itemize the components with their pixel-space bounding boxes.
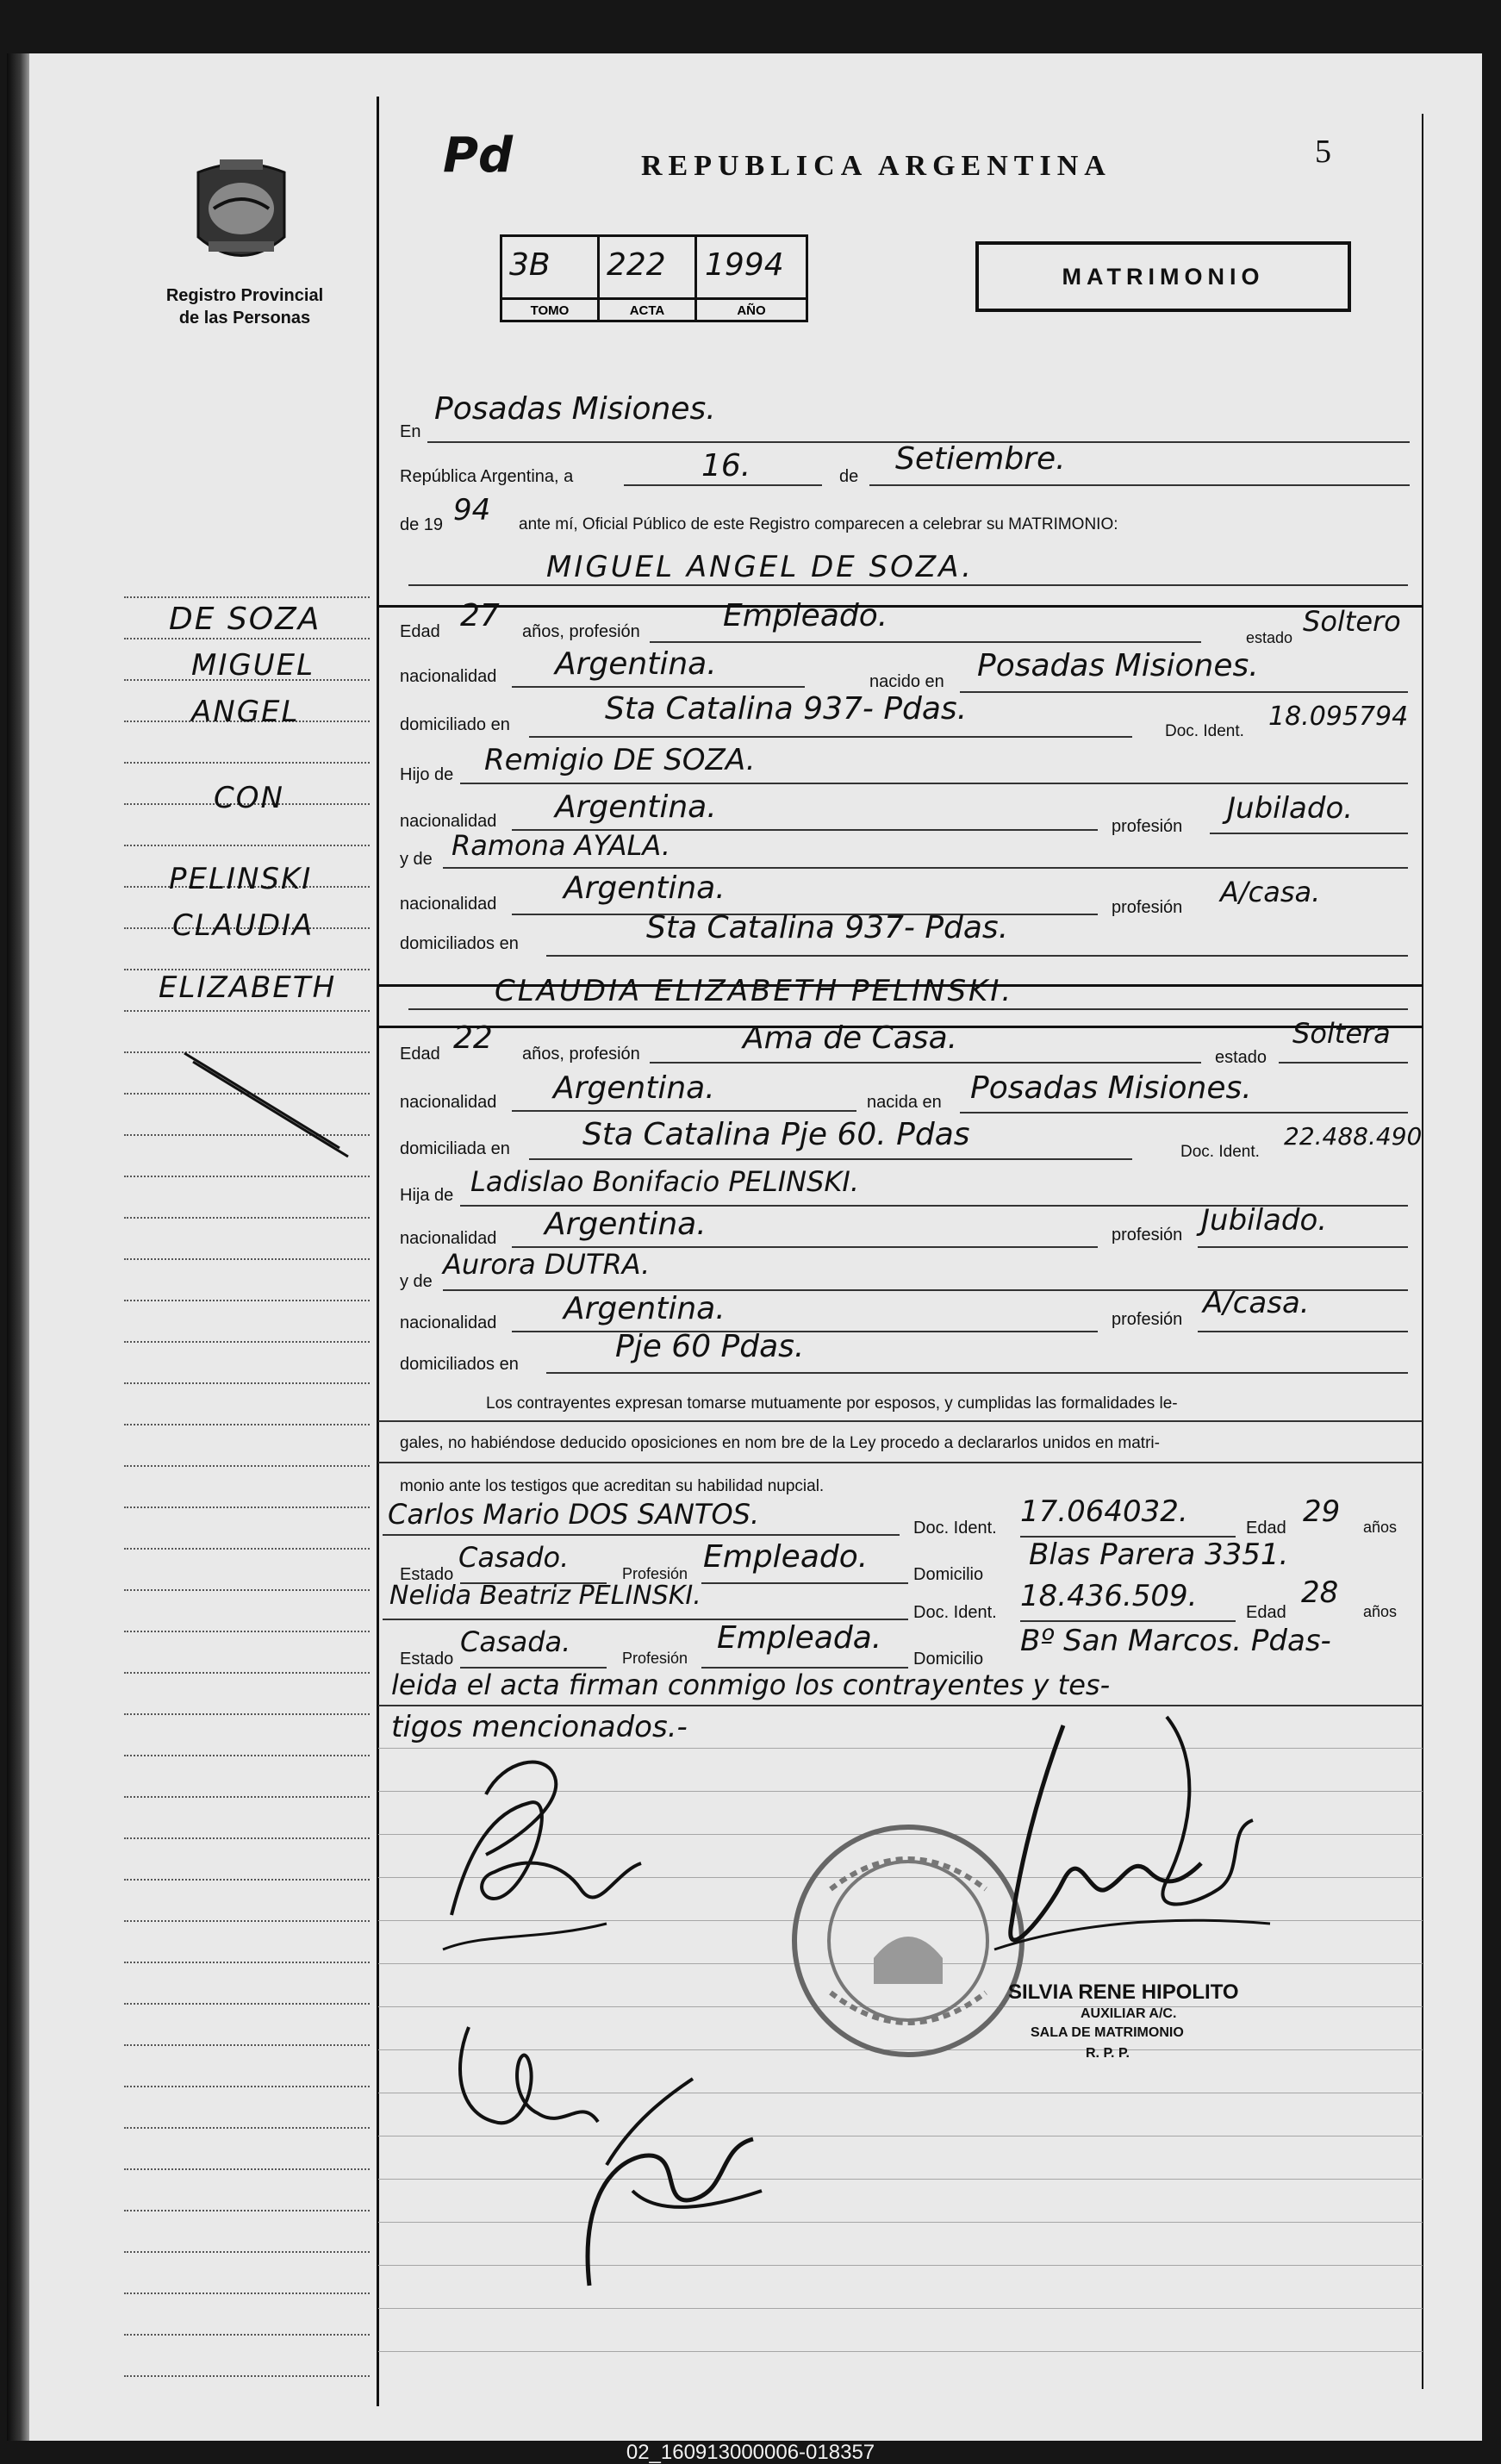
tomo-label: TOMO [502,297,600,322]
groom-estado-value: Soltero [1303,605,1401,638]
groom-doc-value: 18.095794 [1268,702,1409,732]
groom-estado-label: estado [1246,629,1293,646]
margin-dotted-line [124,1300,370,1303]
margin-divider [377,97,379,2406]
bride-estado-label: estado [1215,1048,1267,1067]
registry-name-line1: Registro Provincial [165,286,324,305]
matrimonio-title-box: MATRIMONIO [975,241,1351,312]
margin-dotted-line [124,2251,370,2255]
closing-line2: tigos mencionados.- [391,1710,688,1744]
bride-nacionalidad-value: Argentina. [553,1070,715,1106]
closing-line1: leida el acta firman conmigo los contrayentes y tes- [391,1669,1111,1701]
margin-dotted-line [124,2375,370,2379]
margin-groom-given1: MIGUEL [191,648,315,683]
ano-label: AÑO [697,297,806,322]
witness2-estado-value: Casada. [460,1625,571,1658]
margin-dotted-line [124,1589,370,1593]
right-border [1422,114,1423,2389]
margin-dotted-line [124,2086,370,2089]
bride-nacida-label: nacida en [867,1093,942,1112]
ruled-line [378,2308,1423,2309]
coat-of-arms-icon [190,155,293,274]
margin-dotted-line [124,2292,370,2296]
officer-stamp-office: SALA DE MATRIMONIO [1031,2025,1184,2040]
officer-stamp-role: AUXILIAR A/C. [1081,2006,1177,2021]
witness2-domicilio-value: Bº San Marcos. Pdas- [1020,1624,1331,1658]
ante-text: ante mí, Oficial Público de este Registro comparecen a celebrar su MATRIMONIO: [519,515,1118,533]
de19-label: de 19 [400,515,444,534]
bride-madre-value: Aurora DUTRA. [443,1248,651,1281]
margin-dotted-line [124,845,370,848]
groom-padre-value: Remigio DE SOZA. [484,743,756,777]
groom-nacionalidad-label: nacionalidad [400,667,497,686]
declaration-line3: monio ante los testigos que acreditan su habilidad nupcial. [400,1477,825,1495]
month-value: Setiembre. [895,441,1066,477]
bride-nacida-value: Posadas Misiones. [970,1070,1252,1106]
margin-dotted-line [124,2127,370,2130]
witness2-edad-value: 28 [1301,1575,1339,1610]
bride-edad-label: Edad [400,1045,440,1064]
day-value: 16. [701,448,751,483]
margin-bride-given1: CLAUDIA [172,908,315,943]
margin-dotted-line [124,1879,370,1882]
margin-dotted-line [124,1837,370,1841]
groom-madre-nacionalidad-label: nacionalidad [400,895,497,914]
groom-doc-label: Doc. Ident. [1165,722,1244,740]
margin-groom-surname: DE SOZA [169,602,321,637]
bride-padre-nacionalidad-label: nacionalidad [400,1229,497,1248]
groom-y-de-label: y de [400,850,433,869]
book-binding [7,53,29,2441]
bride-madre-nacionalidad-value: Argentina. [564,1291,726,1326]
witness2-estado-label: Estado [400,1650,454,1669]
register-page [29,53,1482,2441]
officer-stamp-registry: R. P. P. [1086,2046,1130,2061]
bride-padre-profesion-label: profesión [1112,1226,1183,1244]
country-title: REPUBLICA ARGENTINA [641,150,1112,182]
tomo-value: 3B [509,247,551,283]
bride-doc-label: Doc. Ident. [1180,1143,1260,1161]
margin-dotted-line [124,1010,370,1014]
witness2-profesion-value: Empleada. [717,1620,882,1656]
en-label: En [400,422,421,441]
groom-madre-profesion-value: A/casa. [1220,876,1321,908]
margin-strikethrough [159,1045,374,1174]
bride-domiciliada-label: domiciliada en [400,1139,510,1158]
groom-nacionalidad-value: Argentina. [555,646,717,682]
margin-dotted-line [124,1382,370,1386]
groom-edad-value: 27 [460,598,500,633]
margin-con: CON [214,781,284,815]
margin-dotted-line [124,1755,370,1758]
de-label: de [839,467,859,486]
groom-padre-profesion-label: profesión [1112,817,1183,836]
year-value: 94 [453,493,491,527]
margin-bride-given2: ELIZABETH [159,970,337,1005]
groom-full-name: MIGUEL ANGEL DE SOZA. [546,550,974,584]
bride-domicilio-value: Sta Catalina Pje 60. Pdas [582,1117,970,1152]
groom-madre-nacionalidad-value: Argentina. [564,870,726,906]
bride-full-name: CLAUDIA ELIZABETH PELINSKI. [495,974,1014,1008]
margin-bride-surname: PELINSKI [169,862,313,896]
ruled-line [378,2351,1423,2352]
witness1-domicilio-label: Domicilio [913,1565,984,1584]
groom-madre-profesion-label: profesión [1112,898,1183,917]
groom-nacido-label: nacido en [869,672,944,691]
witness1-doc-label: Doc. Ident. [913,1519,997,1538]
witness1-estado-value: Casado. [458,1541,570,1574]
groom-padres-domicilio-value: Sta Catalina 937- Pdas. [646,910,1009,945]
groom-anos-profesion-label: años, profesión [522,622,640,641]
margin-dotted-line [124,1796,370,1800]
margin-dotted-line [124,2003,370,2006]
signature-officer [943,1708,1287,1984]
bride-estado-value: Soltera [1292,1017,1391,1050]
witness1-domicilio-value: Blas Parera 3351. [1029,1538,1289,1572]
margin-dotted-line [124,596,370,600]
archive-reference: 02_160913000006-018357 [626,2441,875,2464]
bride-padre-value: Ladislao Bonifacio PELINSKI. [470,1165,859,1198]
bride-padre-nacionalidad-value: Argentina. [545,1207,707,1242]
groom-profesion-value: Empleado. [723,598,888,633]
witness1-name: Carlos Mario DOS SANTOS. [388,1498,760,1531]
groom-domiciliado-label: domiciliado en [400,715,510,734]
margin-dotted-line [124,1631,370,1634]
margin-dotted-line [124,2334,370,2337]
groom-domicilio-value: Sta Catalina 937- Pdas. [605,691,968,727]
margin-dotted-line [124,762,370,765]
bride-domiciliados-label: domiciliados en [400,1355,519,1374]
margin-dotted-line [124,2044,370,2048]
bride-y-de-label: y de [400,1272,433,1291]
bride-doc-value: 22.488.490 [1284,1122,1423,1151]
acta-value: 222 [607,247,666,283]
declaration-line1: Los contrayentes expresan tomarse mutuamente por esposos, y cumplidas las formalidades le- [486,1394,1178,1413]
margin-dotted-line [124,1217,370,1220]
bride-nacionalidad-label: nacionalidad [400,1093,497,1112]
margin-dotted-line [124,1962,370,1965]
acta-label: ACTA [600,297,697,322]
margin-dotted-line [124,1548,370,1551]
witness1-edad-label: Edad [1246,1519,1286,1538]
page-number: 5 [1315,134,1331,170]
bride-madre-nacionalidad-label: nacionalidad [400,1313,497,1332]
witness2-anos-label: años [1363,1603,1398,1620]
margin-groom-given2: ANGEL [191,695,300,729]
signature-witnesses [434,1993,796,2303]
margin-dotted-line [124,2210,370,2213]
margin-dotted-line [124,1672,370,1675]
bride-edad-value: 22 [453,1020,493,1056]
margin-dotted-line [124,1506,370,1510]
bride-madre-profesion-value: A/casa. [1203,1286,1310,1320]
ano-value: 1994 [705,247,784,283]
groom-padre-nacionalidad-value: Argentina. [555,789,717,825]
witness1-estado-label: Estado [400,1565,454,1584]
margin-dotted-line [124,2168,370,2172]
bride-padres-domicilio-value: Pje 60 Pdas. [615,1329,805,1364]
groom-padre-profesion-value: Jubilado. [1227,791,1354,826]
place-value: Posadas Misiones. [434,391,716,427]
officer-stamp-name: SILVIA RENE HIPOLITO [1008,1981,1239,2004]
witness1-edad-value: 29 [1303,1494,1341,1529]
witness2-domicilio-label: Domicilio [913,1650,984,1669]
margin-dotted-line [124,1465,370,1469]
witness1-profesion-value: Empleado. [703,1539,869,1575]
groom-padre-nacionalidad-label: nacionalidad [400,812,497,831]
groom-edad-label: Edad [400,622,440,641]
signature-groom [434,1743,676,1984]
margin-dotted-line [124,1176,370,1179]
registry-name-line2: de las Personas [178,309,311,327]
bride-profesion-value: Ama de Casa. [743,1020,958,1056]
groom-madre-value: Ramona AYALA. [452,829,670,862]
witness2-edad-label: Edad [1246,1603,1286,1622]
bride-padre-profesion-value: Jubilado. [1201,1203,1328,1238]
bride-hija-label: Hija de [400,1186,454,1205]
witness1-anos-label: años [1363,1519,1398,1536]
witness1-profesion-label: Profesión [622,1565,688,1582]
margin-dotted-line [124,1258,370,1262]
margin-dotted-line [124,638,370,641]
margin-dotted-line [124,1713,370,1717]
bride-madre-profesion-label: profesión [1112,1310,1183,1329]
margin-dotted-line [124,1424,370,1427]
initials-mark: Pd [443,128,514,184]
republica-label: República Argentina, a [400,467,574,486]
witness1-doc-value: 17.064032. [1020,1494,1188,1529]
groom-nacido-value: Posadas Misiones. [977,648,1259,683]
groom-hijo-label: Hijo de [400,765,454,784]
bride-anos-profesion-label: años, profesión [522,1045,640,1064]
witness2-doc-label: Doc. Ident. [913,1603,997,1622]
acta-number-box [500,234,808,322]
witness2-profesion-label: Profesión [622,1650,688,1667]
margin-dotted-line [124,1341,370,1344]
margin-dotted-line [124,1920,370,1924]
witness2-doc-value: 18.436.509. [1020,1579,1198,1613]
declaration-line2: gales, no habiéndose deducido oposiciones en nom bre de la Ley procedo a declararlos unidos en matri- [400,1434,1160,1452]
witness2-name: Nelida Beatriz PELINSKI. [389,1581,701,1611]
ledger-sheet [7,53,1482,2441]
groom-domiciliados-label: domiciliados en [400,934,519,953]
